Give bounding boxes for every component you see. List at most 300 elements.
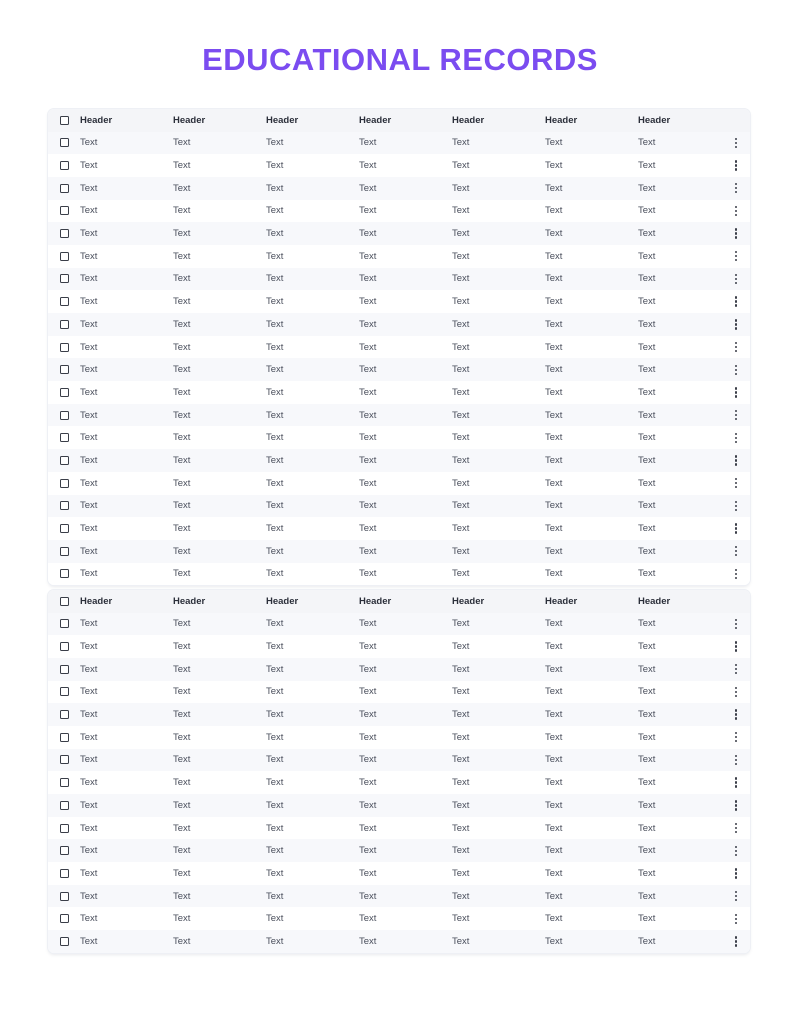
table-row[interactable] [48,839,750,862]
table-row[interactable] [48,817,750,840]
row-checkbox-icon[interactable] [60,365,69,374]
table-row[interactable] [48,517,750,540]
row-checkbox-icon[interactable] [60,501,69,510]
row-checkbox-icon[interactable] [60,433,69,442]
kebab-dot [735,478,737,480]
kebab-dot [735,736,737,738]
table-cell: Text [266,799,284,811]
table-cell: Text [173,867,191,879]
column-header[interactable]: Header [359,114,392,126]
page-title: EDUCATIONAL RECORDS [202,42,598,77]
checkbox-cell [48,138,80,147]
kebab-dot [735,899,737,901]
kebab-dot [735,846,737,848]
table-cell: Text [545,822,563,834]
table-row[interactable] [48,885,750,908]
table-cell: Text [173,250,191,262]
select-all-checkbox-icon[interactable] [60,116,69,125]
table-cell: Text [173,754,191,766]
row-checkbox-icon[interactable] [60,869,69,878]
table-cell: Text [452,500,470,512]
kebab-dot [735,619,737,621]
table-row[interactable] [48,472,750,495]
table-row[interactable] [48,222,750,245]
row-checkbox-icon[interactable] [60,547,69,556]
kebab-menu-icon[interactable] [733,754,739,766]
row-checkbox-icon[interactable] [60,755,69,764]
row-checkbox-icon[interactable] [60,914,69,923]
row-menu-cell [731,890,750,902]
table-cell: Text [452,432,470,444]
kebab-dot [735,387,737,389]
checkbox-cell [48,501,80,510]
table-cell: Text [266,364,284,376]
table-cell: Text [545,296,563,308]
table-cell: Text [638,182,656,194]
table-cell: Text [359,545,377,557]
table-cell: Text [80,754,98,766]
table-cell: Text [173,845,191,857]
table-cell: Text [545,432,563,444]
table-cell: Text [545,709,563,721]
table-cell: Text [80,273,98,285]
kebab-dot [735,183,737,185]
table-row[interactable] [48,726,750,749]
table-cell: Text [545,777,563,789]
kebab-dot [735,717,737,719]
checkbox-cell [48,778,80,787]
table-cell: Text [266,386,284,398]
table-row[interactable] [48,449,750,472]
kebab-menu-icon[interactable] [733,686,739,698]
kebab-menu-icon[interactable] [733,709,739,721]
kebab-menu-icon[interactable] [733,913,739,925]
table-cell: Text [80,205,98,217]
table-row[interactable] [48,930,750,953]
table-cell: Text [173,205,191,217]
row-checkbox-icon[interactable] [60,343,69,352]
row-checkbox-icon[interactable] [60,274,69,283]
table-cell: Text [173,913,191,925]
kebab-menu-icon[interactable] [733,454,739,466]
row-checkbox-icon[interactable] [60,138,69,147]
records-table-2 [48,590,750,953]
row-checkbox-icon[interactable] [60,524,69,533]
checkbox-cell [48,343,80,352]
table-row[interactable] [48,381,750,404]
row-checkbox-icon[interactable] [60,710,69,719]
kebab-menu-icon[interactable] [733,341,739,353]
table-cell: Text [545,754,563,766]
table-cell: Text [638,686,656,698]
table-cell: Text [80,364,98,376]
table-cell: Text [452,137,470,149]
kebab-menu-icon[interactable] [733,500,739,512]
table-row[interactable] [48,426,750,449]
kebab-dot [735,463,737,465]
table-cell: Text [638,641,656,653]
kebab-menu-icon[interactable] [733,545,739,557]
table-cell: Text [638,545,656,557]
kebab-dot [735,414,737,416]
kebab-dot [735,236,737,238]
column-header[interactable]: Header [452,595,485,607]
kebab-dot [735,550,737,552]
column-header[interactable]: Header [452,114,485,126]
kebab-menu-icon[interactable] [733,641,739,653]
kebab-dot [735,255,737,257]
table-cell: Text [545,205,563,217]
kebab-dot [735,777,737,779]
checkbox-cell [48,869,80,878]
row-menu-cell [731,454,750,466]
kebab-dot [735,804,737,806]
kebab-menu-icon[interactable] [733,663,739,675]
row-menu-cell [731,137,750,149]
row-checkbox-icon[interactable] [60,665,69,674]
table-cell: Text [266,568,284,580]
table-cell: Text [638,799,656,811]
table-cell: Text [638,523,656,535]
table-cell: Text [266,409,284,421]
kebab-menu-icon[interactable] [733,432,739,444]
table-cell: Text [173,545,191,557]
kebab-menu-icon[interactable] [733,409,739,421]
table-row[interactable] [48,563,750,586]
checkbox-cell [48,161,80,170]
table-cell: Text [173,432,191,444]
table-cell: Text [638,454,656,466]
row-checkbox-icon[interactable] [60,479,69,488]
kebab-dot [735,282,737,284]
row-checkbox-icon[interactable] [60,687,69,696]
kebab-dot [735,459,737,461]
checkbox-cell [48,569,80,578]
kebab-menu-icon[interactable] [733,364,739,376]
table-cell: Text [452,822,470,834]
kebab-dot [735,918,737,920]
kebab-menu-icon[interactable] [733,137,739,149]
kebab-dot [735,850,737,852]
checkbox-cell [48,801,80,810]
checkbox-cell [48,914,80,923]
table-row[interactable] [48,749,750,772]
table-cell: Text [359,822,377,834]
table-cell: Text [452,182,470,194]
table-cell: Text [359,867,377,879]
table-cell: Text [80,731,98,743]
row-checkbox-icon[interactable] [60,456,69,465]
table-cell: Text [452,799,470,811]
kebab-dot [735,187,737,189]
table-cell: Text [80,867,98,879]
column-header[interactable]: Header [545,114,578,126]
kebab-menu-icon[interactable] [733,845,739,857]
table-cell: Text [266,500,284,512]
table-cell: Text [452,709,470,721]
table-cell: Text [266,913,284,925]
table-cell: Text [545,523,563,535]
table-cell: Text [266,686,284,698]
table-cell: Text [545,386,563,398]
table-cell: Text [80,686,98,698]
table-cell: Text [80,822,98,834]
kebab-menu-icon[interactable] [733,273,739,285]
select-all-checkbox-icon[interactable] [60,597,69,606]
table-cell: Text [545,663,563,675]
column-header[interactable]: Header [638,114,671,126]
table-cell: Text [638,935,656,947]
kebab-dot [735,831,737,833]
kebab-menu-icon[interactable] [733,618,739,630]
table-cell: Text [359,364,377,376]
table-row[interactable] [48,245,750,268]
row-menu-cell [731,686,750,698]
row-checkbox-icon[interactable] [60,161,69,170]
column-header[interactable]: Header [545,595,578,607]
kebab-dot [735,713,737,715]
kebab-menu-icon[interactable] [733,822,739,834]
checkbox-cell [48,365,80,374]
table-cell: Text [173,500,191,512]
table-row[interactable] [48,358,750,381]
kebab-menu-icon[interactable] [733,182,739,194]
row-checkbox-icon[interactable] [60,892,69,901]
checkbox-cell [48,733,80,742]
row-checkbox-icon[interactable] [60,733,69,742]
checkbox-cell [48,411,80,420]
table-cell: Text [545,799,563,811]
row-menu-cell [731,913,750,925]
table-cell: Text [452,618,470,630]
table-cell: Text [266,318,284,330]
table-cell: Text [545,182,563,194]
kebab-menu-icon[interactable] [733,731,739,743]
table-cell: Text [80,477,98,489]
kebab-dot [735,300,737,302]
column-header[interactable]: Header [173,595,206,607]
kebab-dot [735,168,737,170]
kebab-dot [735,554,737,556]
kebab-dot [735,505,737,507]
row-checkbox-icon[interactable] [60,824,69,833]
table-cell: Text [266,709,284,721]
table-cell: Text [638,137,656,149]
kebab-menu-icon[interactable] [733,523,739,535]
table-row[interactable] [48,703,750,726]
kebab-dot [735,346,737,348]
table-cell: Text [452,913,470,925]
table-cell: Text [359,663,377,675]
column-header[interactable]: Header [266,114,299,126]
kebab-menu-icon[interactable] [733,867,739,879]
table-cell: Text [80,228,98,240]
kebab-menu-icon[interactable] [733,386,739,398]
kebab-dot [735,206,737,208]
table-cell: Text [545,250,563,262]
table-cell: Text [173,935,191,947]
table-cell: Text [80,663,98,675]
kebab-dot [735,391,737,393]
table-cell: Text [80,799,98,811]
table-row[interactable] [48,862,750,885]
table-cell: Text [80,913,98,925]
row-menu-cell [731,845,750,857]
row-checkbox-icon[interactable] [60,252,69,261]
table-cell: Text [359,296,377,308]
table-cell: Text [173,296,191,308]
table-cell: Text [80,568,98,580]
row-menu-cell [731,250,750,262]
row-checkbox-icon[interactable] [60,801,69,810]
row-menu-cell [731,799,750,811]
row-menu-cell [731,432,750,444]
table-row[interactable] [48,404,750,427]
table-cell: Text [266,663,284,675]
table-row[interactable] [48,635,750,658]
kebab-menu-icon[interactable] [733,777,739,789]
row-menu-cell [731,523,750,535]
kebab-dot [735,668,737,670]
table-row[interactable] [48,177,750,200]
kebab-menu-icon[interactable] [733,250,739,262]
row-checkbox-icon[interactable] [60,411,69,420]
column-header[interactable]: Header [80,595,113,607]
table-cell: Text [545,318,563,330]
table-row[interactable] [48,268,750,291]
column-header[interactable]: Header [638,595,671,607]
checkbox-cell [48,547,80,556]
kebab-menu-icon[interactable] [733,935,739,947]
table-cell: Text [638,160,656,172]
table-row[interactable] [48,658,750,681]
table-cell: Text [173,137,191,149]
checkbox-cell [48,665,80,674]
table-cell: Text [266,890,284,902]
table-cell: Text [80,341,98,353]
table-cell: Text [638,250,656,262]
table-row[interactable] [48,132,750,155]
row-checkbox-icon[interactable] [60,388,69,397]
column-header[interactable]: Header [80,114,113,126]
row-checkbox-icon[interactable] [60,569,69,578]
kebab-dot [735,482,737,484]
table-cell: Text [359,318,377,330]
row-checkbox-icon[interactable] [60,619,69,628]
kebab-dot [735,304,737,306]
row-checkbox-icon[interactable] [60,320,69,329]
table-cell: Text [359,273,377,285]
table-cell: Text [173,822,191,834]
kebab-menu-icon[interactable] [733,890,739,902]
table-row[interactable] [48,313,750,336]
kebab-dot [735,296,737,298]
column-header[interactable]: Header [359,595,392,607]
row-checkbox-icon[interactable] [60,846,69,855]
kebab-menu-icon[interactable] [733,296,739,308]
checkbox-cell [48,456,80,465]
kebab-dot [735,641,737,643]
column-header[interactable]: Header [266,595,299,607]
kebab-dot [735,523,737,525]
table-row[interactable] [48,200,750,223]
kebab-dot [735,827,737,829]
kebab-dot [735,259,737,261]
kebab-menu-icon[interactable] [733,160,739,172]
table-cell: Text [359,205,377,217]
table-row[interactable] [48,771,750,794]
table-cell: Text [545,913,563,925]
table-row[interactable] [48,907,750,930]
row-checkbox-icon[interactable] [60,229,69,238]
kebab-dot [735,740,737,742]
kebab-dot [735,895,737,897]
table-cell: Text [545,890,563,902]
table-row[interactable] [48,154,750,177]
row-checkbox-icon[interactable] [60,206,69,215]
table-row[interactable] [48,336,750,359]
kebab-dot [735,936,737,938]
table-row[interactable] [48,613,750,636]
row-menu-cell [731,935,750,947]
table-cell: Text [173,686,191,698]
row-checkbox-icon[interactable] [60,184,69,193]
table-row[interactable] [48,681,750,704]
row-checkbox-icon[interactable] [60,642,69,651]
row-checkbox-icon[interactable] [60,778,69,787]
kebab-menu-icon[interactable] [733,799,739,811]
kebab-menu-icon[interactable] [733,318,739,330]
kebab-dot [735,709,737,711]
table-cell: Text [638,228,656,240]
table-cell: Text [80,618,98,630]
row-menu-cell [731,228,750,240]
kebab-dot [735,191,737,193]
table-cell: Text [359,137,377,149]
table-row[interactable] [48,290,750,313]
table-row[interactable] [48,794,750,817]
column-header[interactable]: Header [173,114,206,126]
table-cell: Text [545,137,563,149]
kebab-dot [735,854,737,856]
table-cell: Text [80,409,98,421]
kebab-dot [735,527,737,529]
kebab-dot [735,531,737,533]
kebab-menu-icon[interactable] [733,477,739,489]
kebab-menu-icon[interactable] [733,228,739,240]
kebab-menu-icon[interactable] [733,568,739,580]
row-checkbox-icon[interactable] [60,937,69,946]
row-menu-cell [731,731,750,743]
kebab-menu-icon[interactable] [733,205,739,217]
table-cell: Text [638,364,656,376]
table-cell: Text [452,663,470,675]
row-menu-cell [731,641,750,653]
table-cell: Text [266,341,284,353]
kebab-dot [735,872,737,874]
row-menu-cell [731,386,750,398]
row-checkbox-icon[interactable] [60,297,69,306]
table-cell: Text [266,160,284,172]
table-row[interactable] [48,540,750,563]
table-cell: Text [638,341,656,353]
table-row[interactable] [48,495,750,518]
table-cell: Text [173,663,191,675]
table-cell: Text [173,799,191,811]
table-cell: Text [359,182,377,194]
table-cell: Text [638,432,656,444]
kebab-dot [735,160,737,162]
